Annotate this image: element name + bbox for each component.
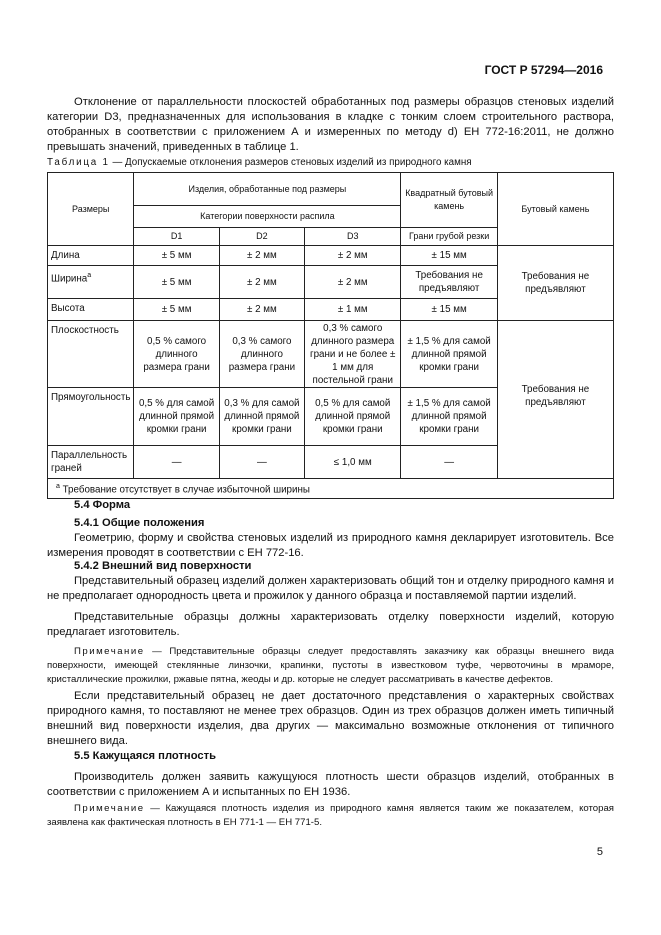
table-row <box>48 246 614 266</box>
row-label: Плоскостность <box>48 321 134 388</box>
cell: ± 2 мм <box>305 266 401 299</box>
section-5-4-2-para-1: Представительный образец изделий должен характеризовать общий тон и отделку природного камня и не предполагает однородность цвета и прожилок у данного образца и поставляемой партии изделий. <box>47 575 614 602</box>
cell: — <box>401 446 497 479</box>
section-5-5-note: Примечание — Кажущаяся плотность изделия из природного камня является таким же показателем, которая заявлена как фактическая плотность в ЕН 771-1 — ЕН 771-5. <box>47 803 614 828</box>
cell: ≤ 1,0 мм <box>305 446 401 479</box>
header-rough: Грани грубой резки <box>401 228 497 246</box>
cell: 0,5 % самого длинного размера грани <box>134 321 219 388</box>
cell: ± 2 мм <box>219 299 304 321</box>
section-5-4-2-para-2: Представительные образцы должны характеризовать отделку поверхности изделий, которую предлагает изготовитель. <box>47 611 614 638</box>
rubble-no-requirement-bottom: Требования не предъявляют <box>497 321 613 479</box>
section-5-4-1-text: Геометрию, форму и свойства стеновых изделий из природного камня декларирует изготовитель. Все измерения проводят в соответствии с ЕН 772-16. <box>47 532 614 559</box>
cell: ± 5 мм <box>134 299 219 321</box>
row-label: Высота <box>48 299 134 321</box>
row-label: Ширина$^а$ <box>48 266 134 299</box>
cell: ± 1 мм <box>305 299 401 321</box>
table-footnote: $^а$ Требование отсутствует в случае избыточной ширины <box>48 479 614 499</box>
cell: ± 2 мм <box>219 266 304 299</box>
row-label: Длина <box>48 246 134 266</box>
page-number: 5 <box>596 846 603 858</box>
table-caption <box>47 157 472 168</box>
table-caption-text: — Допускаемые отклонения размеров стеновых изделий из природного камня <box>109 157 472 168</box>
cell: — <box>134 446 219 479</box>
cell: ± 15 мм <box>401 246 497 266</box>
section-5-5-text: Производитель должен заявить кажущуюся плотность шести образцов изделий, отобранных в соответствии с приложением А и испытанных по ЕН 1936. <box>47 771 614 798</box>
section-5-4-2-note: Примечание — Представительные образцы следует предоставлять заказчику как образцы внешнего вида поверхности, имеющей стеклянные линзочки, крапинки, пустоты в известковом туфе, червоточины в мраморе, кристаллические прожилки, ржавые пятна, жеоды и др. которые не следует рассматривать в качестве дефектов. <box>47 646 614 685</box>
cell: — <box>219 446 304 479</box>
cell: ± 1,5 % для самой длинной прямой кромки грани <box>401 321 497 388</box>
cell: Требования не предъявляют <box>401 266 497 299</box>
cell: 0,3 % самого длинного размера грани <box>219 321 304 388</box>
header-categories: Категории поверхности распила <box>134 206 401 228</box>
cell: ± 5 мм <box>134 246 219 266</box>
section-5-4-2-para-3: Если представительный образец не дает достаточного представления о характерных свойствах природного камня, то поставляют не менее трех образцов. Один из трех образцов должен иметь типичный внешний вид поверхности изделия, два других — максимально возможные отклонения от типичного внешнего вида. <box>47 690 614 747</box>
cell: 0,3 % для самой длинной прямой кромки грани <box>219 388 304 446</box>
header-machined: Изделия, обработанные под размеры <box>134 173 401 206</box>
header-d1: D1 <box>134 228 219 246</box>
cell: 0,3 % самого длинного размера грани и не более ± 1 мм для постельной грани <box>305 321 401 388</box>
section-5-5-title: 5.5 Кажущаяся плотность <box>74 750 216 762</box>
row-label: Прямоугольность <box>48 388 134 446</box>
rubble-no-requirement-top: Требования не предъявляют <box>497 246 613 321</box>
document-id: ГОСТ Р 57294—2016 <box>484 63 603 77</box>
table-caption-label: Таблица 1 <box>47 157 110 168</box>
header-d3: D3 <box>305 228 401 246</box>
header-rubble: Бутовый камень <box>497 173 613 246</box>
section-5-4-2-title: 5.4.2 Внешний вид поверхности <box>74 560 252 572</box>
cell: 0,5 % для самой длинной прямой кромки грани <box>134 388 219 446</box>
tolerance-table <box>47 172 614 499</box>
row-label: Параллельность граней <box>48 446 134 479</box>
section-5-4-1-title: 5.4.1 Общие положения <box>74 517 205 529</box>
cell: 0,5 % для самой длинной прямой кромки грани <box>305 388 401 446</box>
cell: ± 5 мм <box>134 266 219 299</box>
cell: ± 2 мм <box>305 246 401 266</box>
cell: ± 1,5 % для самой длинной прямой кромки грани <box>401 388 497 446</box>
intro-paragraph: Отклонение от параллельности плоскостей обработанных под размеры образцов стеновых изделий категории D3, предназначенных для использования в кладке с тонким слоем строительного раствора, отобранных в соответствии с приложением А и измеренных по методу d) ЕН 772-16:2011, не должно превышать значений, приведенных в таблице 1. <box>47 96 614 153</box>
section-5-4-title: 5.4 Форма <box>74 499 131 511</box>
header-dims: Размеры <box>48 173 134 246</box>
cell: ± 15 мм <box>401 299 497 321</box>
header-d2: D2 <box>219 228 304 246</box>
table-row <box>48 321 614 388</box>
header-square: Квадратный бутовый камень <box>401 173 497 228</box>
cell: ± 2 мм <box>219 246 304 266</box>
